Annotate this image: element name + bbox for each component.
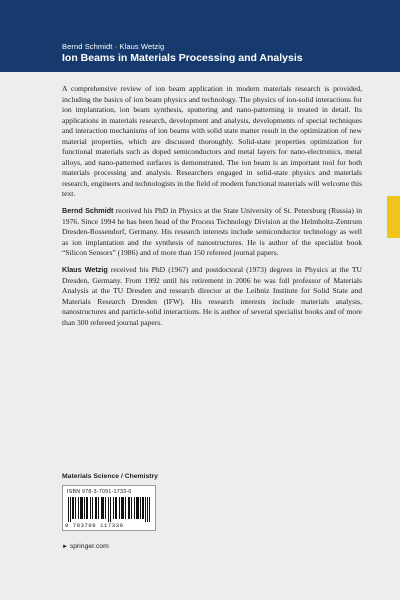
subject-category: Materials Science / Chemistry [62, 473, 158, 480]
yellow-edge-tab [387, 196, 400, 238]
authors-line: Bernd Schmidt · Klaus Wetzig [62, 42, 165, 51]
publisher-website[interactable] [62, 543, 109, 550]
book-title: Ion Beams in Materials Processing and Analysis [62, 52, 303, 64]
bio-paragraph-schmidt [62, 206, 362, 259]
bio-paragraph-wetzig [62, 265, 362, 328]
bio-name-schmidt: Bernd Schmidt [62, 206, 114, 215]
cover-text [62, 84, 362, 335]
cover-header-band [0, 0, 400, 72]
arrow-bullet-icon: ► [62, 544, 68, 550]
barcode-number: 9 783709 117330 [65, 522, 124, 529]
bio-name-wetzig: Klaus Wetzig [62, 265, 108, 274]
isbn-label: ISBN 978-3-7091-1733-0 [67, 489, 132, 495]
bio-text-wetzig: received his PhD (1967) and postdoctoral (1973) degrees in Physics at the TU Dresden, Germany. From 1992 until his retirement in 2006 he was full professor of Materials Analysis at the TU Dresden and research director at the Leibniz Institute for Solid State and Materials Research Dresden (IFW). His research interests include materials analysis, nanostructures and particle-solid interactions. He is author of several specialist books and of more than 300 refereed journal papers. [62, 265, 362, 327]
website-link-text[interactable]: springer.com [69, 543, 109, 550]
barcode-image [68, 497, 150, 522]
bio-text-schmidt: received his PhD in Physics at the State University of St. Petersburg (Russia) in 1976. Since 1994 he has been head of the Process Technology Division at the Helmholtz-Zentrum Dresden-Rossendorf, Germany. His research interests include semiconductor technology as well as ion implantation and the synthesis of nanostructures. He is author of the specialist book “Silicon Sensors” (1986) and of more than 150 refereed journal papers. [62, 206, 362, 257]
barcode-panel [62, 485, 156, 531]
abstract-paragraph: A comprehensive review of ion beam application in modern materials research is provided, including the basics of ion beam physics and technology. The physics of ion-solid interactions for ion implantation, ion beam synthesis, sputtering and nano-patterning is treated in detail. Its applications in materials research, development and analysis, developments of special techniques and interaction mechanisms of ion beams with solid state matter result in the optimization of new material properties, which are discussed thoroughly. Solid-state properties optimization for functional materials such as doped semiconductors and metal layers for nano-electronics, metal alloys, and nano-patterned surfaces is demonstrated. The ion beam is an important tool for both materials processing and analysis. Researchers engaged in solid-state physics and materials research, engineers and technologists in the field of modern functional materials will welcome this text. [62, 84, 362, 198]
